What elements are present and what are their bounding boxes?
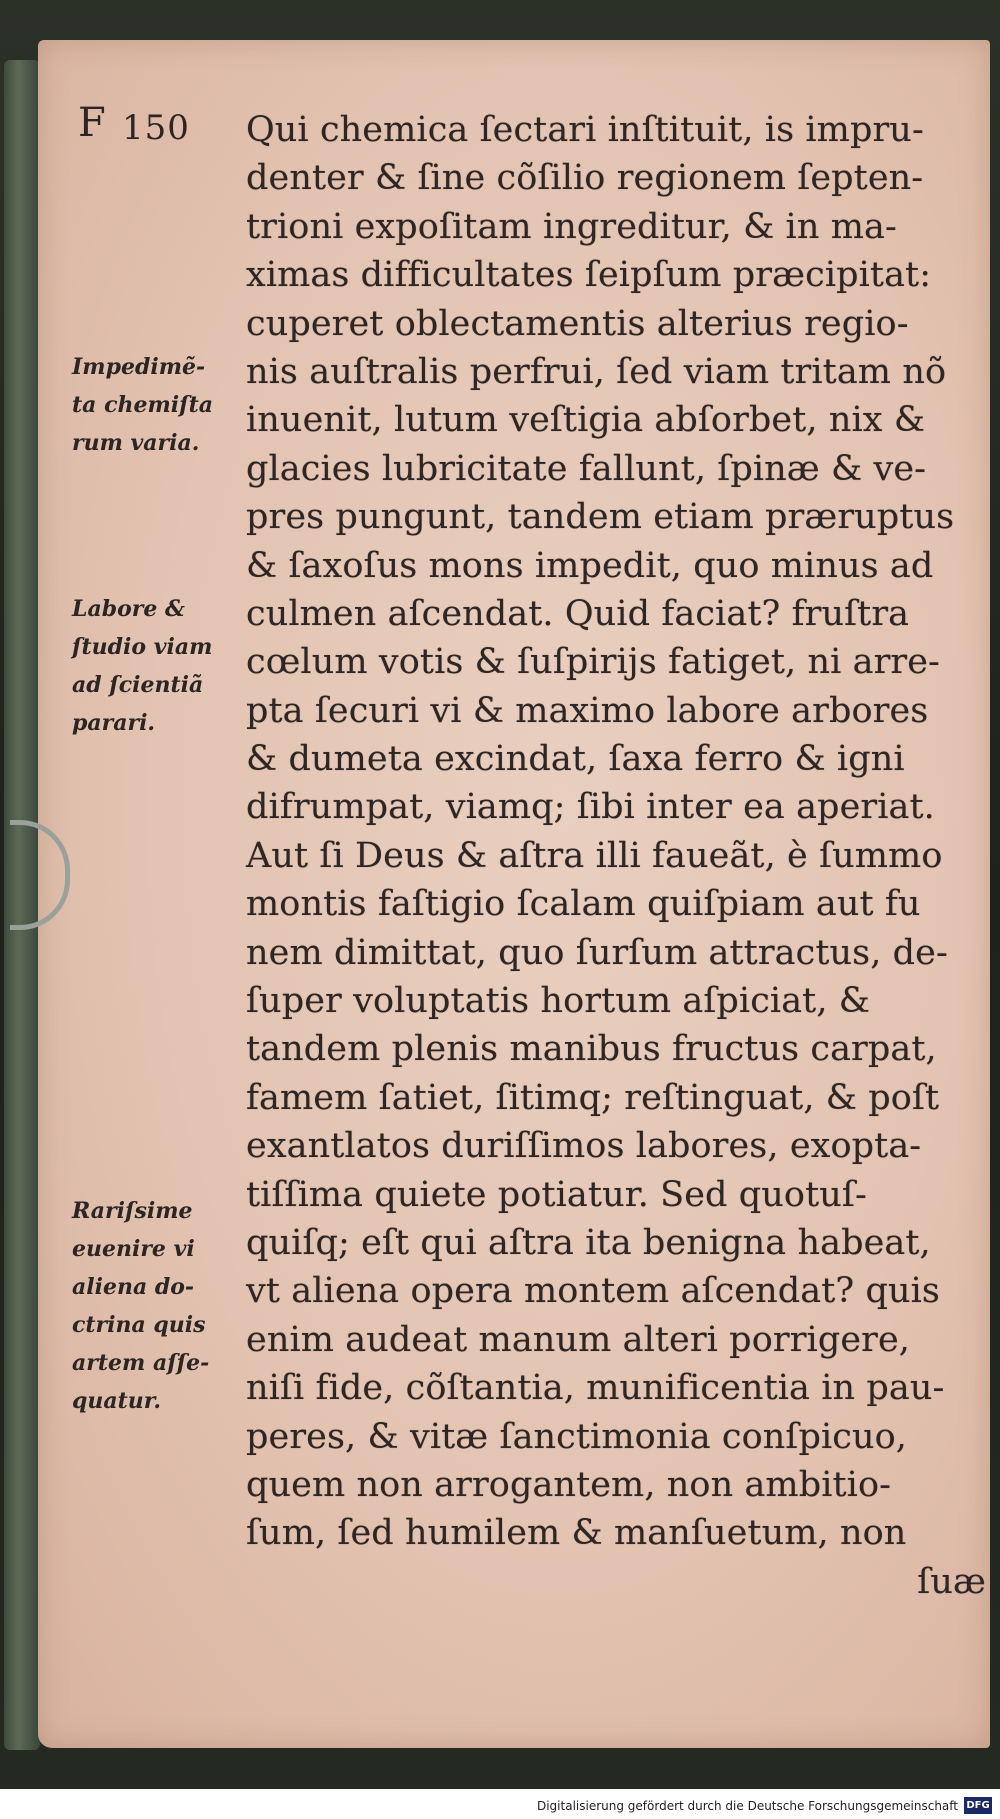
- text-line: ximas difficultates ſeipſum præcipitat:: [246, 255, 932, 296]
- text-line: & ſaxoſus mons impedit, quo minus ad: [246, 545, 934, 586]
- marginal-note-line: ta chemiſta: [72, 392, 213, 418]
- text-line: enim audeat manum alteri porrigere,: [246, 1319, 911, 1360]
- marginal-note-rarissime: [72, 1192, 242, 1420]
- text-line: cœlum votis & ſuſpirijs fatiget, ni arre-: [246, 642, 940, 683]
- catchword-line: ſuæ: [917, 1561, 986, 1602]
- marginal-note-labore: [72, 590, 242, 742]
- text-line: glacies lubricitate fallunt, ſpinæ & ve-: [246, 448, 927, 489]
- folio-mark: F: [78, 100, 106, 146]
- text-line: Aut ſi Deus & aſtra illi faueãt, è ſummo: [246, 835, 943, 876]
- page-number: 150: [122, 108, 190, 148]
- marginal-note-line: parari.: [72, 710, 156, 736]
- marginal-note-line: ad ſcientiã: [72, 672, 204, 698]
- text-line: nis auſtralis perfrui, ſed viam tritam nõ: [246, 351, 947, 392]
- text-line: niſi fide, cõſtantia, munificentia in pau-: [246, 1368, 945, 1409]
- marginal-note-line: ctrina quis: [72, 1312, 206, 1338]
- text-line: quiſq; eſt qui aſtra ita benigna habeat,: [246, 1222, 931, 1263]
- text-line: quem non arrogantem, non ambitio-: [246, 1464, 892, 1505]
- text-line: inuenit, lutum veſtigia abſorbet, nix &: [246, 400, 926, 441]
- marginal-note-line: Impedimẽ-: [72, 354, 206, 380]
- digitization-credit: Digitalisierung gefördert durch die Deutsche Forschungsgemeinschaft: [536, 1799, 958, 1813]
- text-line: exantlatos duriſſimos labores, exopta-: [246, 1126, 922, 1167]
- text-line: vt aliena opera montem aſcendat? quis: [246, 1271, 940, 1312]
- marginal-note-line: artem aſſe-: [72, 1350, 210, 1376]
- marginal-note-impedimenta: [72, 348, 242, 462]
- text-line: ſum, ſed humilem & manſuetum, non: [246, 1513, 907, 1554]
- text-line: cuperet oblectamentis alterius regio-: [246, 303, 909, 344]
- main-text-block: [246, 106, 986, 1606]
- marginal-note-line: Labore &: [72, 596, 185, 622]
- text-line: trioni expoſitam ingreditur, & in ma-: [246, 206, 897, 247]
- text-line: difrumpat, viamq; ſibi inter ea aperiat.: [246, 787, 935, 828]
- text-line: denter & ſine cõſilio regionem ſepten-: [246, 158, 924, 199]
- text-line: nem dimittat, quo ſurſum attractus, de-: [246, 932, 948, 973]
- text-line: Qui chemica ſectari inſtituit, is impru-: [246, 110, 924, 150]
- marginal-note-line: quatur.: [72, 1388, 162, 1414]
- marginal-note-line: Rariſsime: [72, 1198, 193, 1224]
- text-line: tiſſima quiete potiatur. Sed quotuſ-: [246, 1174, 867, 1215]
- text-line: peres, & vitæ ſanctimonia conſpicuo,: [246, 1416, 908, 1457]
- marginal-note-line: rum varia.: [72, 430, 200, 456]
- text-line: montis faſtigio ſcalam quiſpiam aut fu: [246, 884, 921, 925]
- marginal-note-line: euenire vi: [72, 1236, 195, 1262]
- text-line: & dumeta excindat, ſaxa ferro & igni: [246, 739, 905, 780]
- text-line: pta ſecuri vi & maximo labore arbores: [246, 690, 929, 731]
- text-line: famem ſatiet, ſitimq; reſtinguat, & poſt: [246, 1077, 940, 1118]
- marginal-note-line: aliena do-: [72, 1274, 195, 1300]
- text-line: ſuper voluptatis hortum aſpiciat, &: [246, 981, 871, 1022]
- dfg-logo: DFG: [964, 1797, 992, 1814]
- marginal-note-line: ſtudio viam: [72, 634, 213, 660]
- text-line: pres pungunt, tandem etiam præruptus: [246, 497, 955, 538]
- text-line: tandem plenis manibus fructus carpat,: [246, 1029, 937, 1070]
- text-line: culmen aſcendat. Quid faciat? fruſtra: [246, 593, 910, 634]
